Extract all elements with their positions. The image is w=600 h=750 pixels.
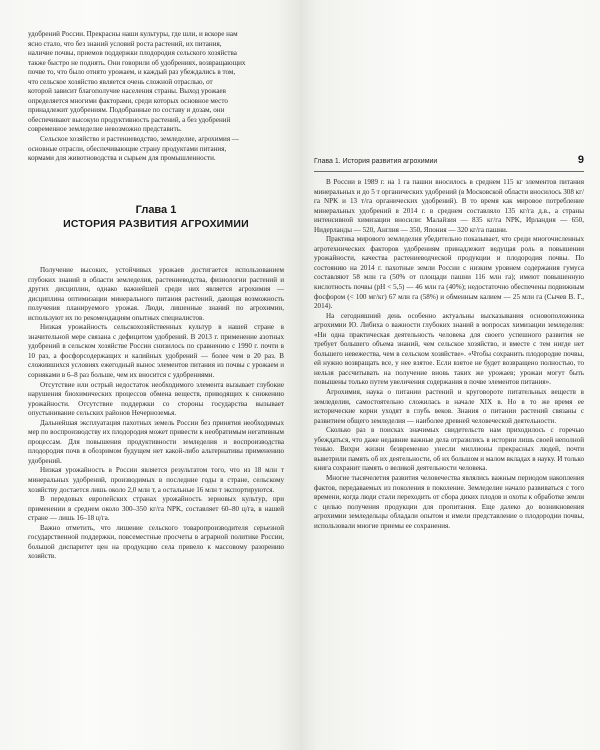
top-line: определяется многими факторами, среди которых основное место (28, 96, 228, 105)
paragraph: Дальнейшая эксплуатация пахотных земель России без принятия необходимых мер по воспроизводству их плодородия может привести к необратимым негативным процессам. Для повышения продуктивности земледелия и воспроизводства плодородия почв в обозримом будущем нет какой-либо альтернативы применению удобрений. (28, 418, 284, 465)
top-line: Сельское хозяйство и растениеводство, земледелие, агрохимия — (40, 135, 239, 144)
top-line: кормами для животноводства и сырьем для промышленности. (28, 154, 216, 163)
right-page-body (314, 178, 584, 531)
paragraph: Низкая урожайность сельскохозяйственных культур в нашей стране в значительной мере связана с дефицитом удобрений. В 2013 г. применение азотных удобрений в сельском хозяйстве России снизилось по сравнению с 1990 г. почти в 10 раз, а фосфорсодержащих и калийных удобрений — более чем в 20 раз. В сложившихся условиях ежегодный вынос элементов питания из почвы с урожаем и сорняками в 6–8 раз больше, чем их вносится с удобрениями. (28, 323, 284, 380)
running-head-title: Глава 1. История развития агрохимии (314, 158, 438, 165)
running-head (314, 154, 584, 172)
top-line: современное земледелие невозможно представить. (28, 125, 182, 134)
paragraph: Низкая урожайность в России является результатом того, что из 18 млн т минеральных удобрений, производимых в последние годы в стране, сельскому хозяйству достается лишь около 2,0 млн т, а остальные 16 млн т экспортируются. (28, 466, 284, 494)
right-page (300, 0, 600, 750)
top-line: удобрений России. Прекрасны наши культуры, где шли, и вскоре нам (28, 30, 238, 38)
paragraph: Агрохимия, наука о питании растений и круговороте питательных веществ в земледелии, самостоятельно сложилась в начале XIX в. Но в то же время ее исторические корни уходят в глубь веков. Знания о питании растений связаны с развитием общего земледелия — наиболее древней человеческой деятельности. (314, 388, 584, 425)
paragraph: На сегодняшний день особенно актуальны высказывания основоположника агрохимии Ю. Либиха о важности глубоких знаний в вопросах химизации земледелия: «Ни одна практическая деятельность человека для своего успешного развития не требует большего объема знаний, чем сельское хозяйство, и вместе с тем нигде нет большего невежества, чем в сельском хозяйстве». «Чтобы сохранить плодородие почвы, ей нужно возвращать все, у нее взятое. Если взятое не будет возвращено полностью, то нельзя рассчитывать на получение вновь таких же урожаев; урожаи могут быть повышены только путем увеличения содержания в почве элементов питания». (314, 311, 584, 387)
page-number: 9 (577, 154, 584, 166)
paragraph: Практика мирового земледелия убедительно показывает, что среди многочисленных агротехнических факторов удобрениям принадлежит ведущая роль в повышении урожайности, качества растениеводческой продукции и плодородия почвы. По состоянию на 2014 г. пахотные земли России с низким уровнем содержания гумуса составляют 58 млн га (50% от площади пашни 116 млн га); имеют повышенную кислотность почвы (pH < 5,5) — 46 млн га (40%); недостаточно обеспечены подвижным фосфором (< 100 мг/кг) 67 млн га (58%) и обменным калием — 25 млн га (Сычев В. Г., 2014). (314, 235, 584, 311)
chapter-title: ИСТОРИЯ РАЗВИТИЯ АГРОХИМИИ (63, 218, 249, 230)
left-page-top-text (28, 30, 284, 164)
top-line: основные отрасли, обеспечивающие страну продуктами питания, (28, 144, 227, 153)
top-line: обеспечивают высокую продуктивность растений, а без удобрений (28, 115, 231, 124)
top-line: принадлежит удобрениям. Подобранные по составу и дозам, они (28, 106, 225, 115)
paragraph: В России в 1989 г. на 1 га пашни вносилось в среднем 115 кг элементов питания минеральных и до 5 т органических удобрений (в Московской области вносилось 308 кг/га NPK и 13 т/га органических удобрений). В то время как мировое потребление минеральных удобрений в 2014 г. в среднем составляло 135 кг/га д.в., а страны интенсивной химизации вносили: Малайзия — 835 кг/га NPK, Ирландия — 650, Нидерланды — 520, Англия — 350, Япония — 320 кг/га пашни. (314, 178, 584, 234)
paragraph: Получение высоких, устойчивых урожаев достигается использованием глубоких знаний в области земледелия, растениеводства, физиологии растений и других дисциплин, однако важнейшей среди них является агрохимия — дисциплина оптимизации минерального питания растений, дающая возможность получения планируемого урожая. Люди, лишенные знаний по агрохимии, используют их по рекомендациям опытных специалистов. (28, 266, 284, 322)
top-line: которой зависит благополучие населения страны. Выход урожаев (28, 87, 226, 96)
paragraph: Важно отметить, что лишение сельского товаропроизводителя серьезной государственной поддержки, повсеместные просчеты в аграрной политике России, большой диспаритет цен на продукцию села привело к массовому разорению хозяйств. (28, 523, 284, 561)
top-line: ясно стало, что без знаний условий роста растений, их питания, (28, 39, 222, 48)
paragraph: В передовых европейских странах урожайность зерновых культур, при применении в среднем около 300–350 кг/га NPK, составляет 60–80 ц/га, в нашей стране — лишь 16–18 ц/га. (28, 495, 284, 523)
chapter-number: Глава 1 (135, 204, 177, 216)
top-line: почве то, что было отнято урожаем, и каждый раз убеждались в том, (28, 68, 236, 77)
paragraph: Сколько раз в поисках значимых свидетельств нам приходилось с горечью убеждаться, что даже недавние важные дела отразились в истории лишь своей неполной тенью. Вихри жизни безвременно унесли миллионы прекрасных людей, почти выветрили память об их деятельности, об их большом и малом вкладах в науку. И только книга сохранит память о великой деятельности человека. (314, 426, 584, 473)
top-line: наличие почвы, приемов поддержки плодородия сельского хозяйства (28, 49, 237, 58)
top-line: что сельское хозяйство является очень сложной отраслью, от (28, 77, 213, 86)
paragraph: Отсутствие или острый недостаток необходимого элемента вызывает глубокие нарушения биохимических процессов обмена веществ, приводящих к снижению урожайности. Отсутствие поддержки со стороны государства вызывает опустынивание сельских районов Нечерноземья. (28, 380, 284, 418)
left-page-body (28, 266, 284, 562)
top-line: также быстро не поднять. Они говорили об удобрениях, возвращающих (28, 58, 246, 67)
paragraph: Многие тысячелетия развития человечества являлись важным периодом накопления фактов, передаваемых из поколения в поколение. Земледелие начало развиваться с того времени, когда люди стали переходить от сбора диких плодов и охоты к обработке земли с целью получения продукции для пропитания. Еще далеко до возникновения агрохимии земледельцы обладали опытом и имели представление о плодородии почвы, использовали многие приемы ее сохранения. (314, 473, 584, 530)
